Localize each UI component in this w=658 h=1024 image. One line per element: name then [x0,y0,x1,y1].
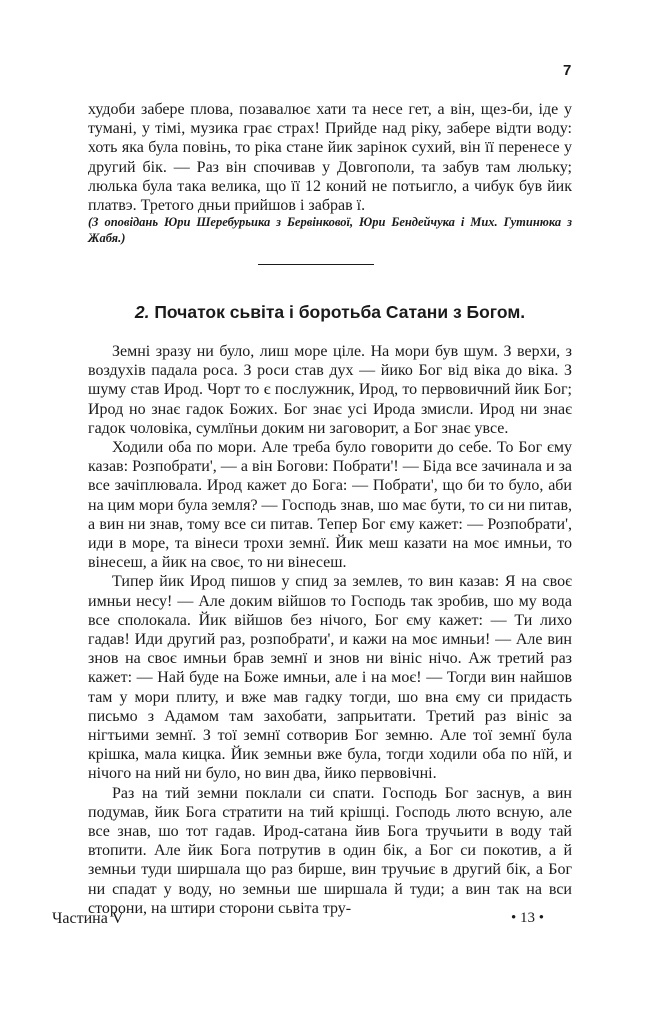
section-divider [258,264,374,265]
story-paragraph-2: Ходили оба по мори. Але треба було говорити до себе. То Бог єму казав: Розпобрати', — а він Богови: Побрати'! — Біда все зачинала и за все зачіплювала. Ирод кажет до Бога: — Побрати', що би то було, аби на цим мори була земля? — Господь знав, шо має бути, то си ни питав, а вин ни знав, тому все си питав. Тепер Бог єму кажет: — Розпобрати', иди в море, та вінеси трохи земнї. Йик меш казати на моє имньи, то вінесеш, а йик на своє, то ни вінесеш. [88,439,572,572]
story-body [88,342,572,918]
source-note: (З оповідань Юри Шеребурьика з Бервінкової, Юри Бендейчука і Мих. Гутинюка з Жабя.) [88,215,572,245]
story-paragraph-1: Земні зразу ни було, лиш море ціле. На мори був шум. З верхи, з воздухів падала роса. З роси став дух — йико Бог від віка до віка. З шуму став Ирод. Чорт то є послужник, Ирод, то первовичний йик Бог; Ирод но знає гадок Божих. Бог знає усі Ирода змисли. Ирод ни знає гадок чоловіка, сумлїньи доким ни заговорит, а Бог знає увсе. [88,343,572,437]
footer-page-number: • 13 • [511,910,545,926]
page-number: 7 [563,62,572,79]
intro-paragraph: худоби забере плова, позавалює хати та несе гет, а він, щез-би, іде у тумані, у тімі, музика грає страх! Прийде над ріку, забере відти воду: хоть яка була повінь, то ріка стане йик зарінок сухий, він її перенесе у другий бік. — Раз він спочивав у Довгополи, та забув там люльку; люлька була така велика, що її 12 коний не потьигло, а чибук був йик платвэ. Третого дньи прийшов і забрав ї. [88,101,572,215]
section-heading [88,300,572,324]
story-paragraph-3: Типер йик Ирод пишов у спид за землев, то вин казав: Я на своє имньи несу! — Але доким війшов то Господь так зробив, шо му вода все сполокала. Йик війшов без нічого, Бог єму кажет: — Ти лихо гадав! Иди другий раз, розпобрати', и кажи на моє имньи! — Але вин знов на своє имньи брав земнї и знов ни вініс нічо. Аж третий раз кажет: — Най буде на Боже имньи, але і на моє! — Тогди вин найшов там у мори плиту, и вже мав гадку тогди, шо вна єму си придасть письмо з Адамом там захобати, запрьитати. Третий раз вініс за нігтьими земнї. З тої земнї сотворив Бог земню. Але тої земнї була крішка, мала кицка. Йик земньи вже була, тогди ходили оба по нїй, и нічого на ний ни було, но вин два, йико первовічні. [88,573,572,783]
footer-part-label: Частина V [52,910,124,927]
section-title: Початок сьвіта і боротьба Сатани з Богом. [154,302,526,322]
section-number: 2. [134,302,150,322]
story-paragraph-4: Раз на тий земни поклали си спати. Господь Бог заснув, а вин подумав, йик Бога стратити на тий крішці. Господь люто всную, але все знав, шо тот гадав. Ирод-сатана йив Бога тручьити в воду тай втопити. Але йик Бога потрутив в один бік, а Бог си покотив, а й земньи туди ширшала що раз бирше, вин тручьиє в другий бік, а Бог ни спадат у воду, но земньи ше ширшала й туди; а вин так на вси сторони, на штири сторони сьвіта тру- [88,784,572,917]
